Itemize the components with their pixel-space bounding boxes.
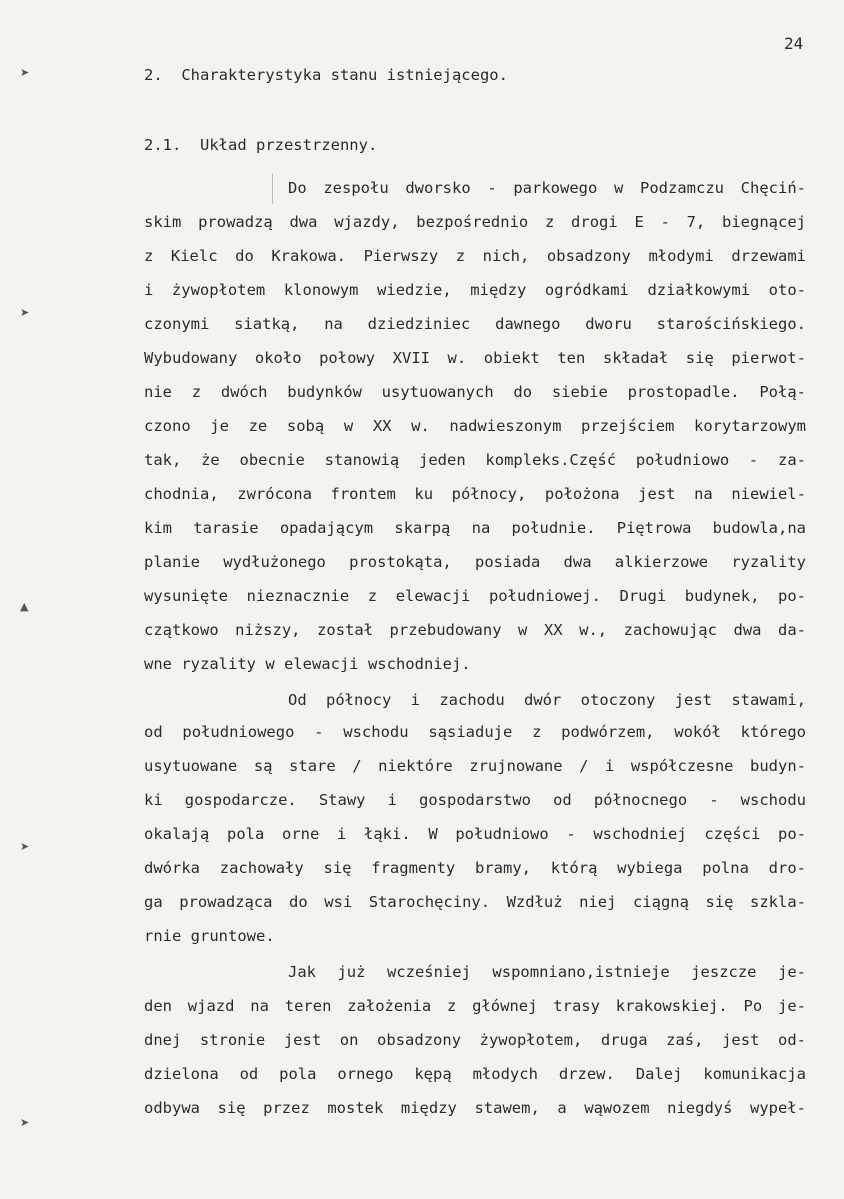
text-line: kim tarasie opadającym skarpą na południe. Piętrowa budowla,na (144, 519, 806, 537)
text-line: ki gospodarcze. Stawy i gospodarstwo od północnego - wschodu (144, 791, 806, 809)
subsection-title: 2.1. Układ przestrzenny. (144, 136, 378, 154)
text-line: nie z dwóch budynków usytuowanych do siebie prostopadle. Połą- (144, 383, 806, 401)
text-line: Od północy i zachodu dwór otoczony jest stawami, (288, 691, 806, 709)
margin-mark: ➤ (20, 66, 30, 79)
text-line: i żywopłotem klonowym wiedzie, między ogródkami działkowymi oto- (144, 281, 806, 299)
text-line: wysunięte nieznacznie z elewacji południowej. Drugi budynek, po- (144, 587, 806, 605)
text-line: dnej stronie jest on obsadzony żywopłotem, druga zaś, jest od- (144, 1031, 806, 1049)
text-line: usytuowane są stare / niektóre zrujnowane / i współczesne budyn- (144, 757, 806, 775)
margin-mark: ▲ (20, 600, 29, 613)
text-line: od południowego - wschodu sąsiaduje z podwórzem, wokół którego (144, 723, 806, 741)
text-line: czątkowo niższy, został przebudowany w XX w., zachowując dwa da- (144, 621, 806, 639)
text-line: planie wydłużonego prostokąta, posiada dwa alkierzowe ryzality (144, 553, 806, 571)
text-line: Wybudowany około połowy XVII w. obiekt ten składał się pierwot- (144, 349, 806, 367)
text-line: z Kielc do Krakowa. Pierwszy z nich, obsadzony młodymi drzewami (144, 247, 806, 265)
text-line: ga prowadząca do wsi Starochęciny. Wzdłuż niej ciągną się szkla- (144, 893, 806, 911)
text-line: wne ryzality w elewacji wschodniej. (144, 655, 471, 673)
text-line: Do zespołu dworsko - parkowego w Podzamczu Chęciń- (288, 179, 806, 197)
pen-stroke (272, 174, 273, 204)
margin-mark: ➤ (20, 306, 30, 319)
text-line: czonymi siatką, na dziedziniec dawnego dworu starościńskiego. (144, 315, 806, 333)
text-line: dwórka zachowały się fragmenty bramy, którą wybiega polna dro- (144, 859, 806, 877)
text-line: okalają pola orne i łąki. W południowo - wschodniej części po- (144, 825, 806, 843)
text-line: Jak już wcześniej wspomniano,istnieje jeszcze je- (288, 963, 806, 981)
page-number: 24 (784, 34, 804, 53)
text-line: dzielona od pola ornego kępą młodych drzew. Dalej komunikacja (144, 1065, 806, 1083)
text-line: den wjazd na teren założenia z głównej trasy krakowskiej. Po je- (144, 997, 806, 1015)
margin-mark: ➤ (20, 1116, 30, 1129)
text-line: chodnia, zwrócona frontem ku północy, położona jest na niewiel- (144, 485, 806, 503)
margin-mark: ➤ (20, 840, 30, 853)
section-title: 2. Charakterystyka stanu istniejącego. (144, 66, 508, 84)
text-line: skim prowadzą dwa wjazdy, bezpośrednio z drogi E - 7, biegnącej (144, 213, 806, 231)
text-line: rnie gruntowe. (144, 927, 275, 945)
text-line: tak, że obecnie stanowią jeden kompleks.Część południowo - za- (144, 451, 806, 469)
text-line: odbywa się przez mostek między stawem, a wąwozem niegdyś wypeł- (144, 1099, 806, 1117)
text-line: czono je ze sobą w XX w. nadwieszonym przejściem korytarzowym (144, 417, 806, 435)
